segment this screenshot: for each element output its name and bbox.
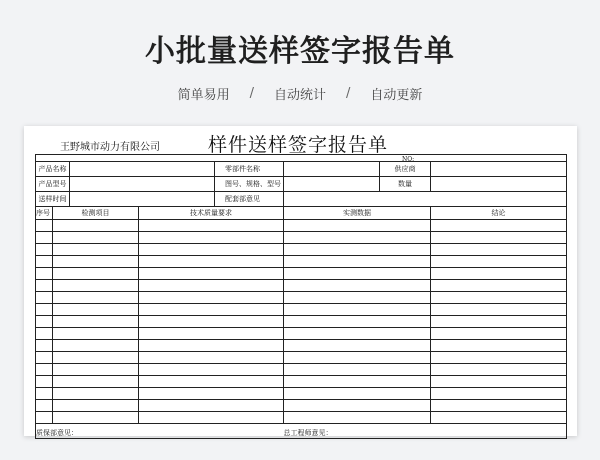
tech-requirement-cell[interactable] — [139, 352, 284, 364]
seq-cell[interactable] — [36, 364, 53, 376]
tech-requirement-cell[interactable] — [139, 304, 284, 316]
tag-auto-update: 自动更新 — [370, 88, 423, 103]
measured-data-cell[interactable] — [284, 232, 431, 244]
tag-auto-statistics: 自动统计 — [273, 88, 326, 103]
measured-data-cell[interactable] — [284, 244, 431, 256]
quantity-value[interactable] — [431, 177, 567, 192]
seq-cell[interactable] — [36, 352, 53, 364]
seq-cell[interactable] — [36, 280, 53, 292]
tech-requirement-header: 技术质量要求 — [139, 207, 284, 220]
conclusion-cell[interactable] — [431, 388, 567, 400]
product-name-value[interactable] — [70, 162, 215, 177]
seq-cell[interactable] — [36, 328, 53, 340]
tech-requirement-cell[interactable] — [139, 388, 284, 400]
table-row — [36, 244, 567, 256]
table-row — [36, 328, 567, 340]
tag-separator: / — [249, 86, 254, 101]
table-row — [36, 316, 567, 328]
measured-data-cell[interactable] — [284, 268, 431, 280]
table-row — [36, 256, 567, 268]
info-row-3 — [36, 192, 567, 207]
conclusion-cell[interactable] — [431, 340, 567, 352]
seq-cell[interactable] — [36, 256, 53, 268]
conclusion-cell[interactable] — [431, 292, 567, 304]
test-item-cell[interactable] — [53, 400, 139, 412]
seq-cell[interactable] — [36, 400, 53, 412]
conclusion-cell[interactable] — [431, 220, 567, 232]
part-name-label: 零部件名称 — [215, 162, 284, 177]
tag-easy-to-use: 简单易用 — [177, 88, 230, 103]
seq-cell[interactable] — [36, 268, 53, 280]
seq-cell[interactable] — [36, 220, 53, 232]
table-row — [36, 376, 567, 388]
feature-tags — [0, 84, 600, 103]
tech-requirement-cell[interactable] — [139, 316, 284, 328]
test-item-header: 检测项目 — [53, 207, 139, 220]
seq-header: 序号 — [36, 207, 53, 220]
quality-dept-opinion[interactable]: 质保部意见： — [36, 424, 284, 439]
test-item-cell[interactable] — [53, 364, 139, 376]
test-item-cell[interactable] — [53, 388, 139, 400]
table-row — [36, 220, 567, 232]
conclusion-cell[interactable] — [431, 364, 567, 376]
quantity-label: 数量 — [380, 177, 431, 192]
conclusion-cell[interactable] — [431, 400, 567, 412]
form-sheet — [24, 126, 577, 436]
test-item-cell[interactable] — [53, 232, 139, 244]
send-time-label: 送样时间 — [36, 192, 70, 207]
drawing-spec-model-value[interactable] — [284, 177, 380, 192]
tag-separator: / — [346, 86, 351, 101]
tech-requirement-cell[interactable] — [139, 400, 284, 412]
tech-requirement-cell[interactable] — [139, 220, 284, 232]
measured-data-cell[interactable] — [284, 340, 431, 352]
tech-requirement-cell[interactable] — [139, 268, 284, 280]
test-item-cell[interactable] — [53, 256, 139, 268]
table-row — [36, 340, 567, 352]
table-row — [36, 388, 567, 400]
conclusion-cell[interactable] — [431, 412, 567, 424]
tech-requirement-cell[interactable] — [139, 256, 284, 268]
measured-data-cell[interactable] — [284, 256, 431, 268]
product-model-value[interactable] — [70, 177, 215, 192]
table-header-row — [36, 207, 567, 220]
conclusion-cell[interactable] — [431, 352, 567, 364]
tech-requirement-cell[interactable] — [139, 364, 284, 376]
page-title: 小批量送样签字报告单 — [145, 34, 455, 69]
measured-data-cell[interactable] — [284, 220, 431, 232]
measured-data-cell[interactable] — [284, 316, 431, 328]
seq-cell[interactable] — [36, 388, 53, 400]
send-time-value[interactable] — [70, 192, 215, 207]
seq-cell[interactable] — [36, 376, 53, 388]
part-name-value[interactable] — [284, 162, 380, 177]
conclusion-cell[interactable] — [431, 376, 567, 388]
table-row — [36, 352, 567, 364]
chief-engineer-opinion[interactable]: 总工程师意见： — [284, 424, 567, 439]
test-item-cell[interactable] — [53, 304, 139, 316]
info-row-2 — [36, 177, 567, 192]
info-row-1 — [36, 162, 567, 177]
test-item-cell[interactable] — [53, 220, 139, 232]
drawing-spec-model-label: 图号、规格、型号 — [215, 177, 284, 192]
seq-cell[interactable] — [36, 244, 53, 256]
measured-data-cell[interactable] — [284, 400, 431, 412]
seq-cell[interactable] — [36, 316, 53, 328]
measured-data-cell[interactable] — [284, 352, 431, 364]
measured-data-cell[interactable] — [284, 364, 431, 376]
measured-data-cell[interactable] — [284, 388, 431, 400]
test-item-cell[interactable] — [53, 328, 139, 340]
supplier-value[interactable] — [431, 162, 567, 177]
signature-row — [36, 424, 567, 439]
data-rows — [36, 220, 567, 424]
tech-requirement-cell[interactable] — [139, 328, 284, 340]
measured-data-cell[interactable] — [284, 280, 431, 292]
test-item-cell[interactable] — [53, 316, 139, 328]
table-row — [36, 364, 567, 376]
tech-requirement-cell[interactable] — [139, 376, 284, 388]
number-cell — [36, 155, 567, 162]
measured-data-cell[interactable] — [284, 304, 431, 316]
test-item-cell[interactable] — [53, 412, 139, 424]
seq-cell[interactable] — [36, 340, 53, 352]
table-row — [36, 268, 567, 280]
form-title: 样件送样签字报告单 — [208, 134, 389, 156]
tech-requirement-cell[interactable] — [139, 280, 284, 292]
seq-cell[interactable] — [36, 292, 53, 304]
tech-requirement-cell[interactable] — [139, 340, 284, 352]
measured-data-cell[interactable] — [284, 412, 431, 424]
seq-cell[interactable] — [36, 232, 53, 244]
tech-requirement-cell[interactable] — [139, 244, 284, 256]
conclusion-header: 结论 — [431, 207, 567, 220]
conclusion-cell[interactable] — [431, 232, 567, 244]
tech-requirement-cell[interactable] — [139, 232, 284, 244]
product-model-label: 产品型号 — [36, 177, 70, 192]
supplier-label: 供应商 — [380, 162, 431, 177]
table-row — [36, 412, 567, 424]
company-name: 王野城市动力有限公司 — [60, 142, 160, 153]
test-item-cell[interactable] — [53, 340, 139, 352]
number-label: NO: — [402, 156, 415, 163]
conclusion-cell[interactable] — [431, 280, 567, 292]
table-row — [36, 400, 567, 412]
conclusion-cell[interactable] — [431, 328, 567, 340]
test-item-cell[interactable] — [53, 352, 139, 364]
tech-requirement-cell[interactable] — [139, 292, 284, 304]
assembly-opinion-value[interactable] — [284, 192, 567, 207]
conclusion-cell[interactable] — [431, 256, 567, 268]
conclusion-cell[interactable] — [431, 268, 567, 280]
measured-data-cell[interactable] — [284, 328, 431, 340]
test-item-cell[interactable] — [53, 292, 139, 304]
seq-cell[interactable] — [36, 304, 53, 316]
assembly-opinion-label: 配套部意见 — [215, 192, 284, 207]
test-item-cell[interactable] — [53, 280, 139, 292]
test-item-cell[interactable] — [53, 268, 139, 280]
measured-data-cell[interactable] — [284, 292, 431, 304]
table-row — [36, 280, 567, 292]
conclusion-cell[interactable] — [431, 244, 567, 256]
table-row — [36, 232, 567, 244]
table-row — [36, 304, 567, 316]
conclusion-cell[interactable] — [431, 316, 567, 328]
table-row — [36, 292, 567, 304]
conclusion-cell[interactable] — [431, 304, 567, 316]
seq-cell[interactable] — [36, 412, 53, 424]
measured-data-cell[interactable] — [284, 376, 431, 388]
tech-requirement-cell[interactable] — [139, 412, 284, 424]
test-item-cell[interactable] — [53, 376, 139, 388]
product-name-label: 产品名称 — [36, 162, 70, 177]
measured-data-header: 实测数据 — [284, 207, 431, 220]
report-table — [35, 154, 567, 439]
number-row — [36, 155, 567, 162]
test-item-cell[interactable] — [53, 244, 139, 256]
